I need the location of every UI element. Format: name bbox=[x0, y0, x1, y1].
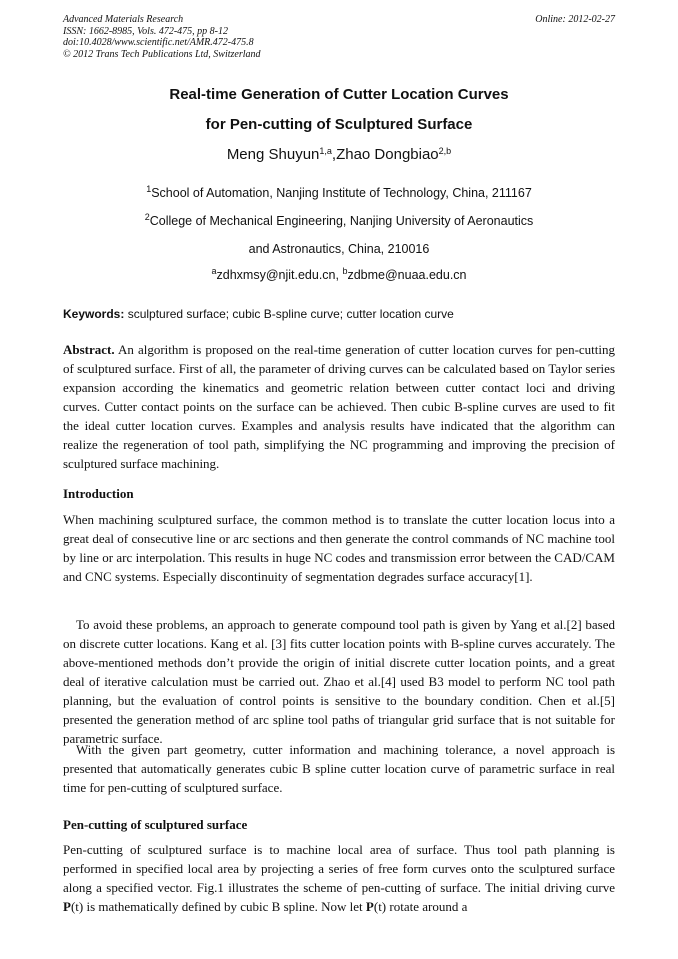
authors bbox=[0, 146, 678, 163]
pen-cutting-paragraph-1 bbox=[63, 840, 615, 916]
pen-cutting-text-1: Pen-cutting of sculptured surface is to machine local area of surface. Thus tool path planning is performed in specified local area by projecting a series of free form curves onto the sculptured surface along a specified vector. Fig.1 illustrates the scheme of pen-cutting of surface. The initial driving curve bbox=[63, 842, 615, 895]
author-2-affil: 2,b bbox=[438, 146, 452, 156]
emails bbox=[0, 268, 678, 282]
affiliation-2-cont: and Astronautics, China, 210016 bbox=[248, 242, 430, 256]
issn-line: ISSN: 1662-8985, Vols. 472-475, pp 8-12 bbox=[63, 25, 228, 37]
affiliation-1-mark: 1 bbox=[146, 184, 152, 194]
affiliation-2-mark: 2 bbox=[144, 212, 150, 222]
affiliation-1 bbox=[0, 186, 678, 200]
introduction-paragraph-3: With the given part geometry, cutter information and machining tolerance, a novel approach is presented that automatically generates cubic B spline cutter location curve of parametric surface in real time for pen-cutting of sculptured surface. bbox=[63, 742, 615, 795]
email-a: zdhxmsy@njit.edu.cn, bbox=[216, 268, 343, 282]
symbol-P: P bbox=[365, 899, 374, 914]
doi-line: doi:10.4028/www.scientific.net/AMR.472-475.8 bbox=[63, 37, 254, 48]
introduction-paragraph-1: When machining sculptured surface, the common method is to translate the cutter location locus into a great deal of consecutive line or arc sections and then generate the control commands of NC machine tool by line or arc interpolation. This results in huge NC codes and transmission error between the CAD/CAM and CNC systems. Especially discontinuity of segmentation degrades surface accuracy[1]. bbox=[63, 512, 615, 584]
online-date: Online: 2012-02-27 bbox=[535, 14, 615, 25]
pen-cutting-text-2: (t) is mathematically defined by cubic B spline. Now let bbox=[70, 899, 366, 914]
abstract-text: An algorithm is proposed on the real-time generation of cutter location curves for pen-cutting of sculptured surface. First of all, the parameter of driving curves can be calculated based on Taylor series expansion according the kinematics and geometric relation between cutter contact loci and driving curves. Cutter contact points on the surface can be achieved. Then cubic B-spline curves are used to fit the ideal cutter location curves. Examples and analysis results have indicated that the algorithm can realize the regeneration of tool path, simplifying the NC programming and improving the precision of sculptured surface machining. bbox=[63, 342, 615, 471]
affiliation-1-text: School of Automation, Nanjing Institute of Technology, China, 211167 bbox=[151, 186, 532, 200]
affiliation-2 bbox=[0, 214, 678, 228]
journal-name: Advanced Materials Research bbox=[63, 14, 184, 25]
paper-title-line-1: Real-time Generation of Cutter Location Curves bbox=[169, 86, 509, 103]
keywords-label: Keywords: bbox=[63, 307, 125, 321]
keywords-text: sculptured surface; cubic B-spline curve; cutter location curve bbox=[124, 307, 454, 321]
paper-title-line-2: for Pen-cutting of Sculptured Surface bbox=[205, 116, 473, 133]
author-1: Meng Shuyun bbox=[226, 146, 320, 163]
journal-header bbox=[63, 14, 615, 60]
pen-cutting-text-3: (t) rotate around a bbox=[373, 899, 468, 914]
pen-cutting-heading: Pen-cutting of sculptured surface bbox=[63, 817, 248, 832]
introduction-paragraph-2: To avoid these problems, an approach to generate compound tool path is given by Yang et al.[2] based on discrete cutter locations. Kang et al. [3] fits cutter location points with B-spline curves accurately. The above-mentioned methods don’t provide the origin of initial discrete cutter location points, and a great deal of iterative calculation must be carried out. Zhao et al.[4] used B3 model to perform NC tool path planning, but the evaluation of control points is sensitive to the boundary condition. Chen et al.[5] presented the generation method of arc spline tool paths of triangular grid surface that is not suitable for parametric surface. bbox=[63, 617, 615, 746]
abstract bbox=[63, 340, 615, 473]
affiliation-2-text: College of Mechanical Engineering, Nanjing University of Aeronautics bbox=[149, 214, 534, 228]
author-separator: , bbox=[331, 146, 337, 163]
keywords bbox=[63, 307, 615, 321]
copyright-line: © 2012 Trans Tech Publications Ltd, Switzerland bbox=[63, 48, 261, 60]
email-a-mark: a bbox=[211, 266, 217, 276]
abstract-label: Abstract. bbox=[63, 342, 115, 357]
email-b: zdbme@nuaa.edu.cn bbox=[347, 268, 467, 282]
author-1-affil: 1,a bbox=[319, 146, 332, 156]
introduction-heading: Introduction bbox=[63, 486, 134, 501]
email-b-mark: b bbox=[342, 266, 348, 276]
author-2: Zhao Dongbiao bbox=[336, 146, 439, 163]
symbol-P: P bbox=[63, 899, 71, 914]
